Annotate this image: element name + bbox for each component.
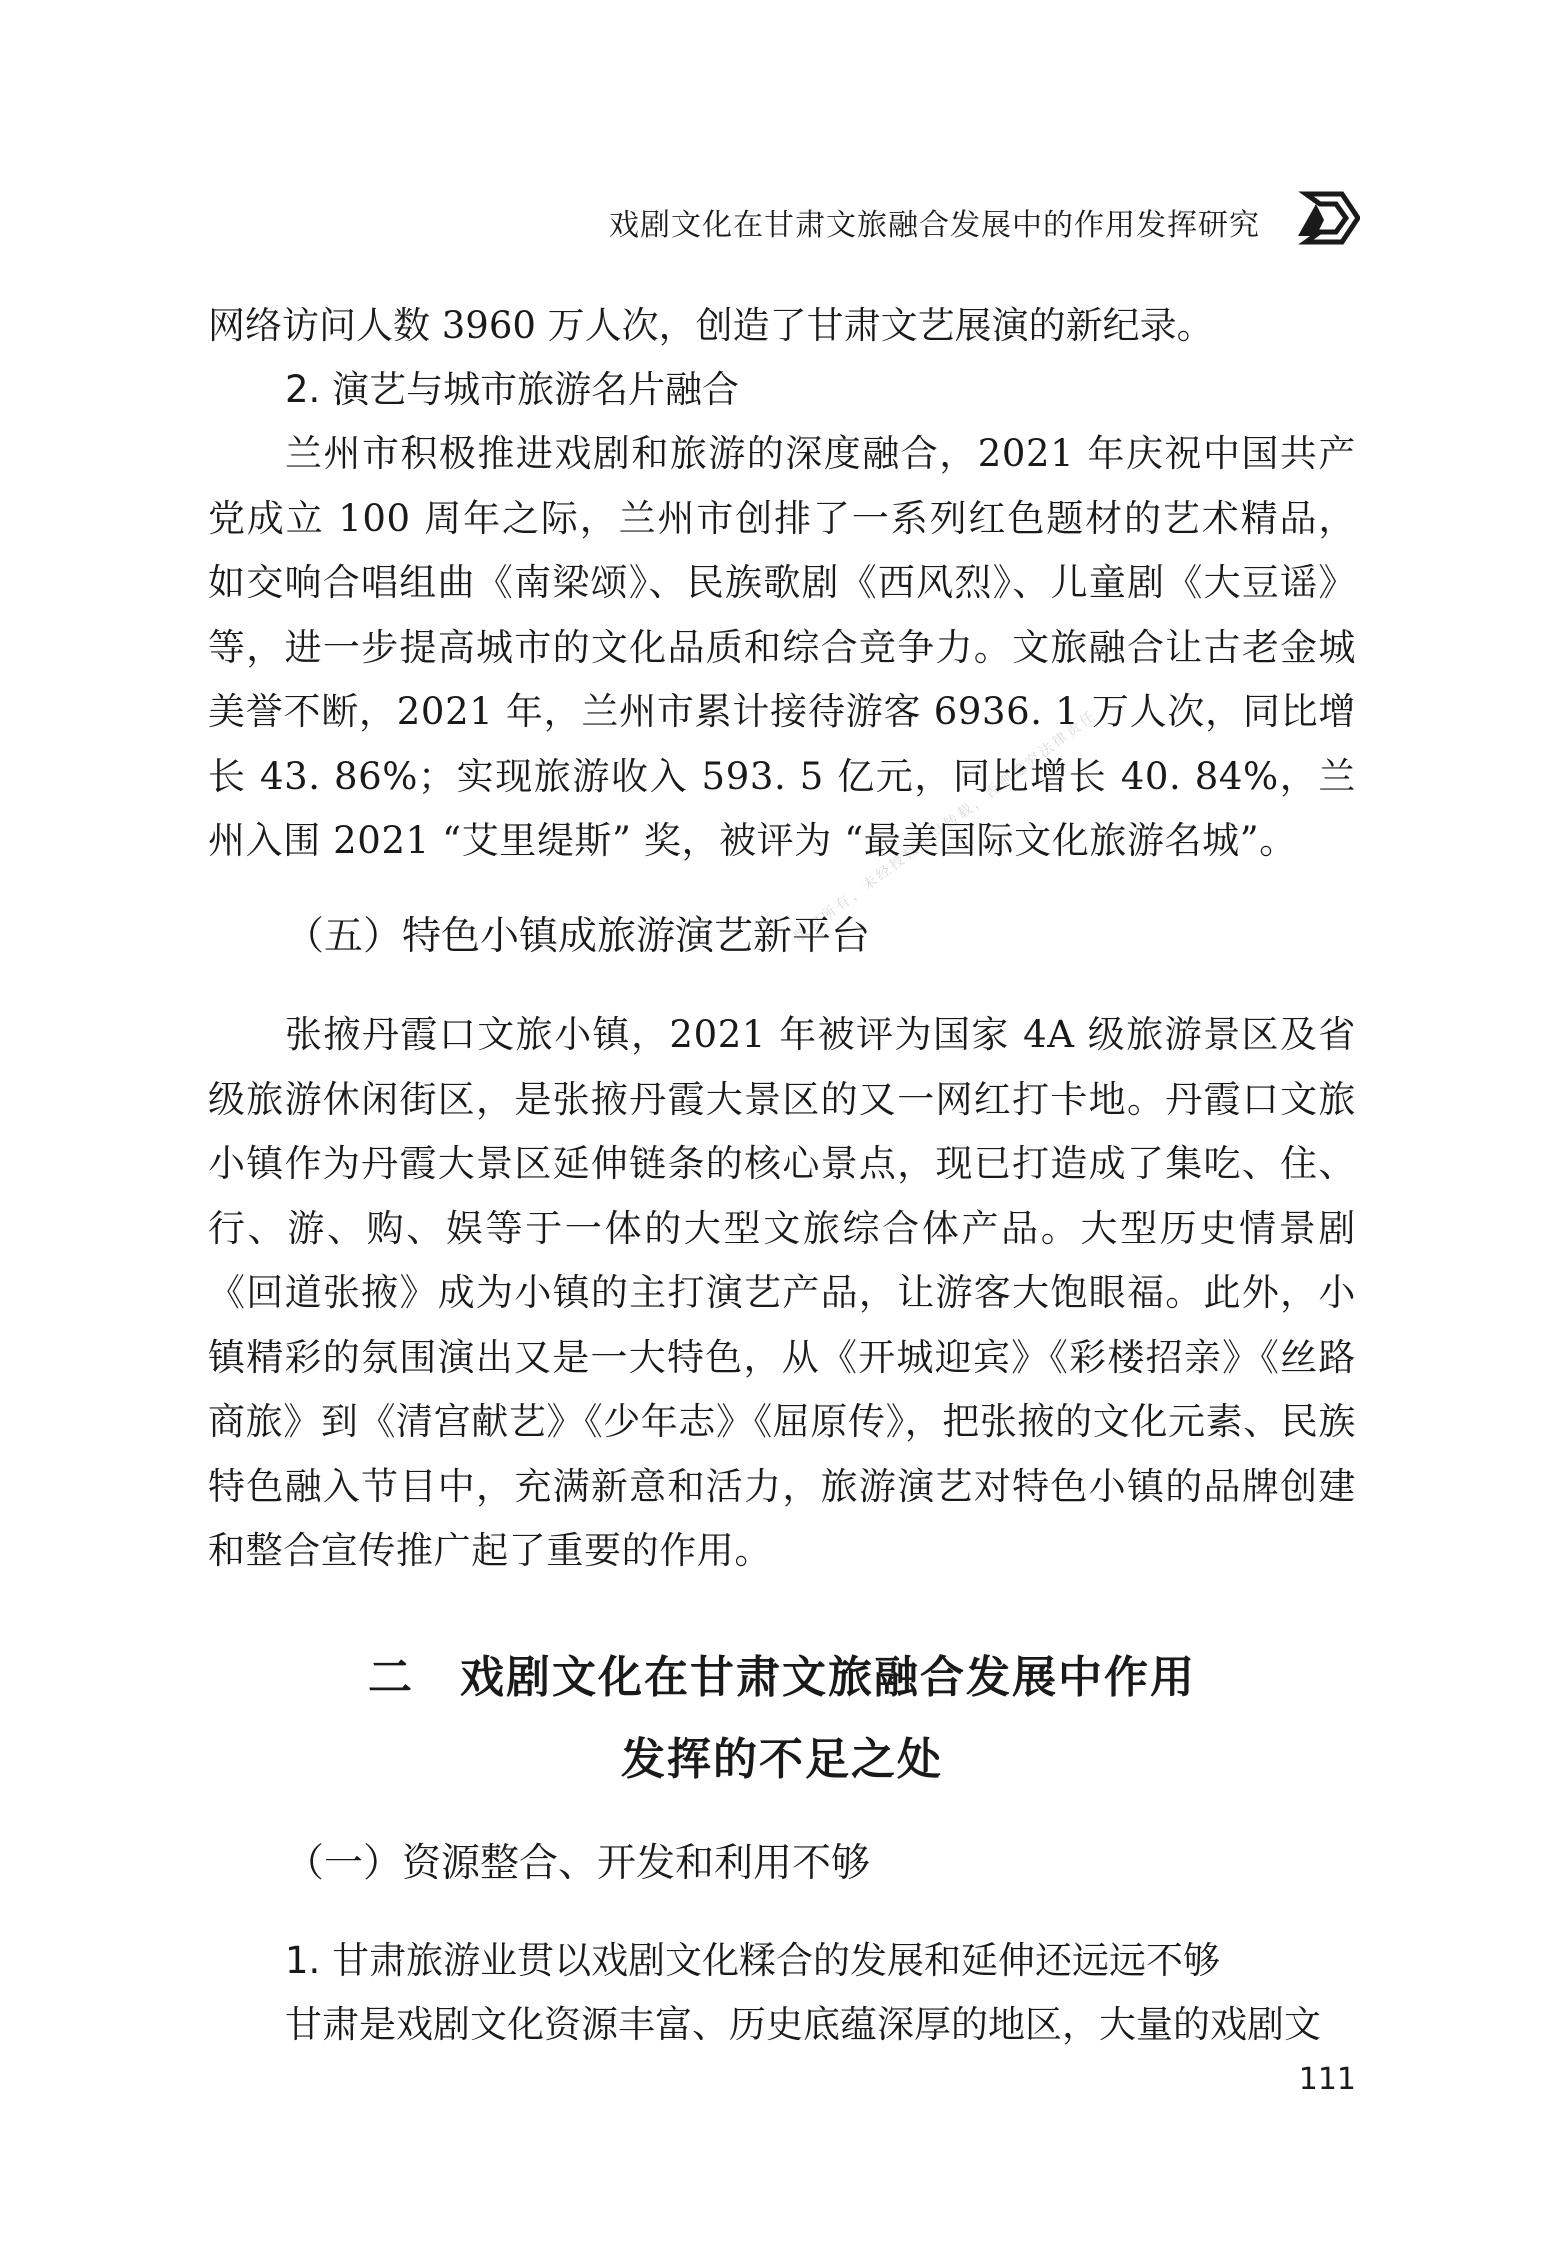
subsection-1-title: （一）资源整合、开发和利用不够 — [285, 1841, 871, 1886]
section-2-title-line-1: 二 戏剧文化在甘肃文旅融合发展中作用 — [368, 1652, 1196, 1703]
watermark: 版权所有，未经授权不得转载，否则追究法律责任 — [791, 707, 1101, 946]
page-number: 111 — [1298, 2062, 1356, 2097]
running-header: 戏剧文化在甘肃文旅融合发展中的作用发挥研究 — [609, 208, 1260, 243]
subsection-5-paragraph: 张掖丹霞口文旅小镇，2021 年被评为国家 4A 级旅游景区及省级旅游休闲街区，是张掖丹霞大景区的又一网红打卡地。丹霞口文旅小镇作为丹霞大景区延伸链条的核心景点，现已打造成了集吃、住、行、游、购、娱等于一体的大型文旅综合体产品。大型历史情景剧《回道张掖》成为小镇的主打演艺产品，让游客大饱眼福。此外，小镇精彩的氛围演出又是一大特色，从《开城迎宾》《彩楼招亲》《丝路商旅》到《清宫献艺》《少年志》《屈原传》，把张掖的文化元素、民族特色融入节目中，充满新意和活力，旅游演艺对特色小镇的品牌创建和整合宣传推广起了重要的作用。 — [208, 1013, 1356, 1572]
item-2-paragraph: 兰州市积极推进戏剧和旅游的深度融合，2021 年庆祝中国共产党成立 100 周年之际，兰州市创排了一系列红色题材的艺术精品，如交响合唱组曲《南梁颂》、民族歌剧《西风烈》、儿童剧《大豆谣》等，进一步提高城市的文化品质和综合竞争力。文旅融合让古老金城美誉不断，2021 年，兰州市累计接待游客 6936. 1 万人次，同比增长 43. 86%；实现旅游收入 593. 5 亿元，同比增长 40. 84%，兰州入围 2021 “艾里缇斯” 奖，被评为 “最美国际文化旅游名城”。 — [208, 432, 1356, 862]
section-2-title-line-2: 发挥的不足之处 — [621, 1734, 943, 1785]
item-2-title: 2. 演艺与城市旅游名片融合 — [285, 368, 740, 411]
item-1-paragraph-start: 甘肃是戏剧文化资源丰富、历史底蕴深厚的地区，大量的戏剧文 — [285, 2003, 1321, 2046]
item-1-title: 1. 甘肃旅游业贯以戏剧文化糅合的发展和延伸还远远不够 — [285, 1939, 1221, 1982]
subsection-5-title: （五）特色小镇成旅游演艺新平台 — [285, 914, 871, 959]
chapter-arrow-icon — [1296, 190, 1360, 246]
continuation-line: 网络访问人数 3960 万人次，创造了甘肃文艺展演的新纪录。 — [208, 304, 1214, 347]
